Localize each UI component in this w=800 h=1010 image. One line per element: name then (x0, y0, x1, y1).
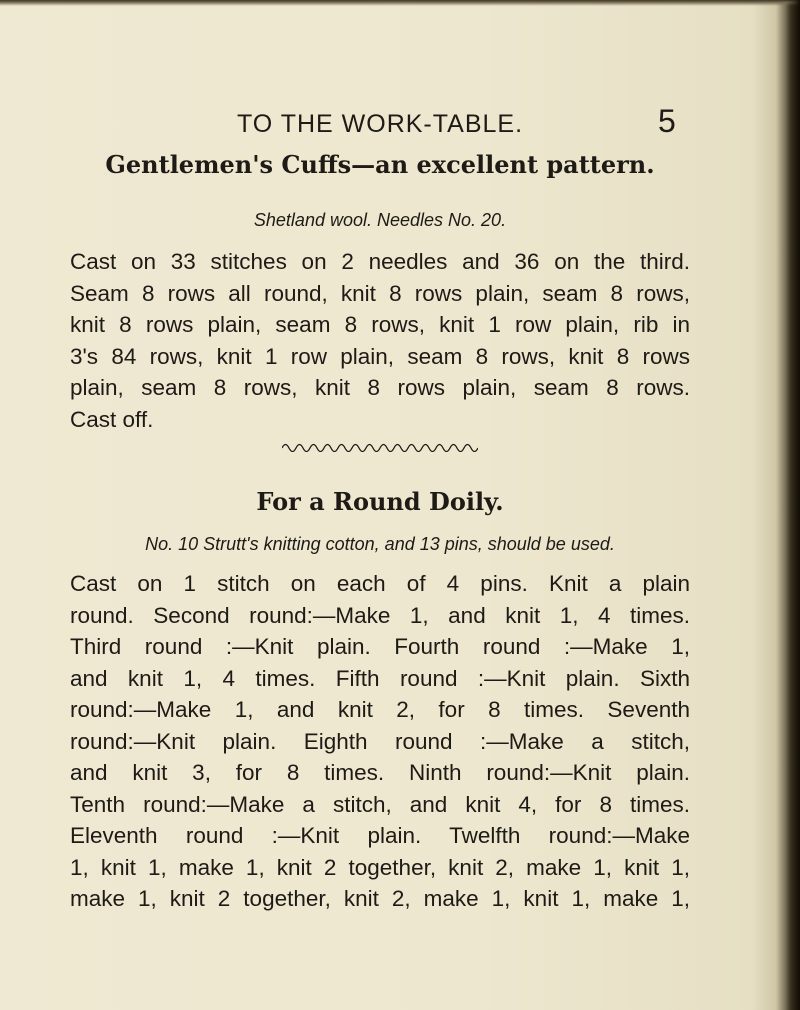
text-line: Tenth round:—Make a stitch, and knit 4, for 8 times. (70, 791, 690, 817)
running-head: TO THE WORK-TABLE. (236, 110, 524, 138)
text-line: round:—Knit plain. Eighth round :—Make a stitch, (70, 728, 690, 754)
text-line: Seam 8 rows all round, knit 8 rows plain, seam 8 rows, (70, 280, 690, 306)
section-subheading-doily: No. 10 Strutt's knitting cotton, and 13 pins, should be used. (145, 534, 615, 554)
text-line: and knit 1, 4 times. Fifth round :—Knit plain. Sixth (70, 665, 690, 691)
paragraph-doily (70, 568, 690, 915)
page-number: 5 (658, 103, 676, 139)
text-line: 3's 84 rows, knit 1 row plain, seam 8 rows, knit 8 rows (70, 343, 690, 369)
ornamental-divider (282, 440, 478, 452)
text-line: round. Second round:—Make 1, and knit 1, 4 times. (70, 602, 690, 628)
text-line: Eleventh round :—Knit plain. Twelfth round:—Make (70, 823, 690, 848)
top-edge (0, 0, 800, 6)
text-line: Third round :—Knit plain. Fourth round :—Make 1, (70, 634, 690, 659)
text-line: round:—Make 1, and knit 2, for 8 times. Seventh (70, 697, 690, 722)
text-line: make 1, knit 2 together, knit 2, make 1, knit 1, make 1, (70, 886, 690, 911)
text-line: plain, seam 8 rows, knit 8 rows plain, seam 8 rows. (70, 375, 690, 400)
text-line: Cast on 33 stitches on 2 needles and 36 on the third. (70, 249, 690, 274)
section-heading-doily: For a Round Doily. (256, 487, 504, 516)
section-subheading-cuffs: Shetland wool. Needles No. 20. (253, 210, 507, 230)
text-line: knit 8 rows plain, seam 8 rows, knit 1 row plain, rib in (70, 312, 690, 337)
text-line: Cast on 1 stitch on each of 4 pins. Knit a plain (70, 571, 690, 596)
text-line: Cast off. (70, 406, 154, 432)
text-line: 1, knit 1, make 1, knit 2 together, knit 2, make 1, knit 1, (70, 854, 690, 880)
page-edge-shadow (786, 0, 800, 1010)
text-line: and knit 3, for 8 times. Ninth round:—Knit plain. (70, 760, 690, 785)
paragraph-cuffs (70, 246, 690, 435)
section-heading-cuffs: Gentlemen's Cuffs—an excellent pattern. (105, 150, 655, 179)
